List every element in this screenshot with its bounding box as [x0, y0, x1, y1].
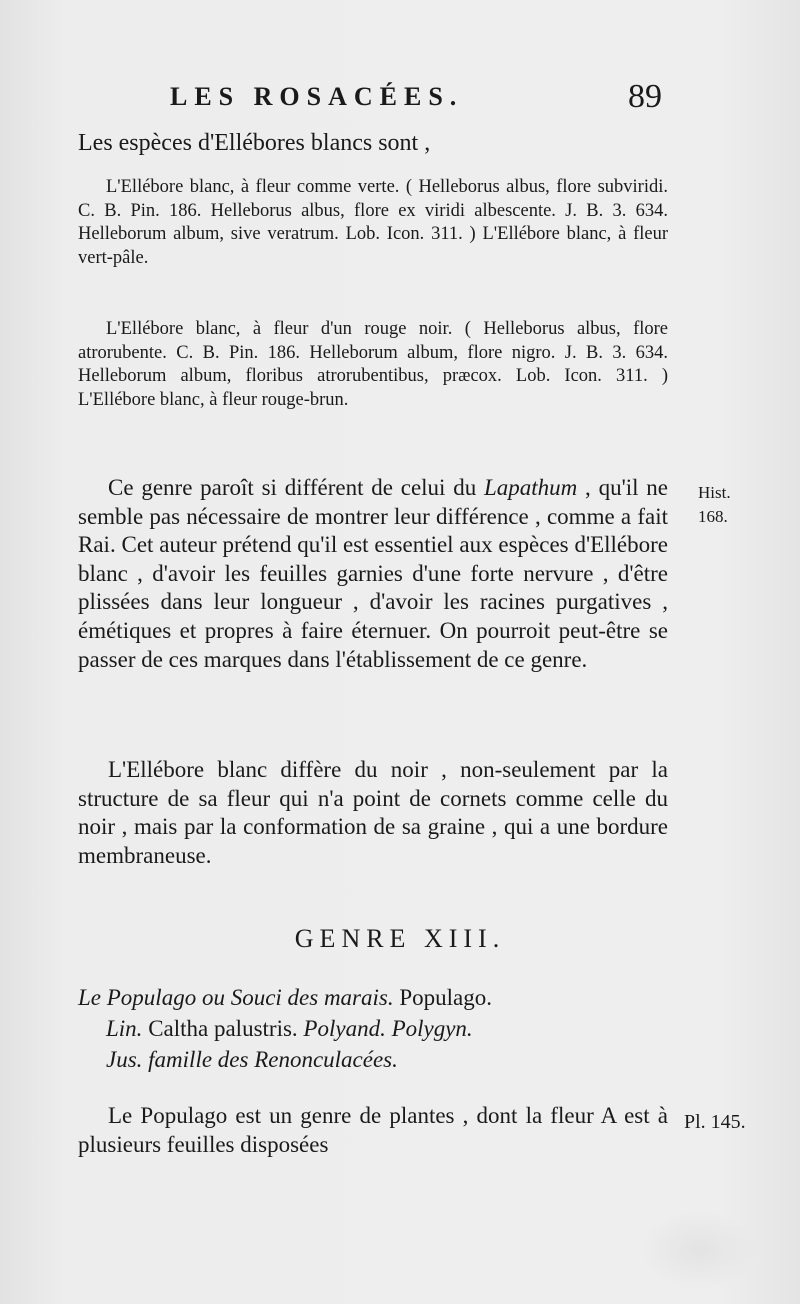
ink-bleed-stain — [640, 1210, 760, 1290]
paragraph-populago: Le Populago est un genre de plantes , dont la fleur A est à plusieurs feuilles disposées — [78, 1103, 668, 1157]
lin-text: Caltha palustris. — [142, 1016, 304, 1041]
page-header — [170, 78, 670, 118]
margin-note-plate: Pl. 145. — [684, 1111, 746, 1133]
genre-name-line — [78, 982, 668, 1013]
running-title: LES ROSACÉES. — [170, 82, 464, 111]
genre-linnaeus-line — [78, 1013, 668, 1044]
genre-jussieu-line: Jus. famille des Renonculacées. — [106, 1047, 398, 1072]
lin-abbrev: Lin. — [106, 1016, 143, 1041]
species-entry-1: L'Ellébore blanc, à fleur comme verte. ( Helleborus albus, flore subviridi. C. B. Pin. 186. Helleborus albus, flore ex viridi albescente. J. B. 3. 634. Helleborum album, sive veratrum. Lob. Icon. 311. ) L'Ellébore blanc, à fleur vert-pâle. — [78, 177, 668, 268]
paragraph-difference: L'Ellébore blanc diffère du noir , non-seulement par la structure de sa fleur qui n'a point de cornets comme celle du noir , mais par la conformation de sa graine , qui a une bordure membraneuse. — [78, 757, 668, 868]
genre-definition — [78, 982, 668, 1075]
genre-name-latin: Populago. — [393, 985, 492, 1010]
paragraph-text: Ce genre paroît si différent de celui du — [108, 475, 484, 500]
paragraph-genre-comparison — [78, 474, 668, 674]
margin-note-line: 168. — [698, 507, 728, 526]
species-entry-2: L'Ellébore blanc, à fleur d'un rouge noir. ( Helleborus albus, flore atrorubente. C. B. Pin. 186. Helleborum album, flore nigro. J. B. 3. 634. Helleborum album, floribus atrorubentibus, præcox. Lob. Icon. 311. ) L'Ellébore blanc, à fleur rouge-brun. — [78, 319, 668, 410]
italic-term: Lapathum — [483, 475, 578, 500]
margin-note-hist — [698, 481, 731, 529]
paragraph-text: , qu'il ne semble pas nécessaire de montrer leur différence , comme a fait Rai. Cet auteur prétend qu'il est essentiel aux espèces d'Ellébore blanc , d'avoir les feuilles garnies d'une forte nervure , d'être plissées dans leur longueur , d'avoir les racines purgatives , émétiques et propres à faire éternuer. On pourroit peut-être se passer de ces marques dans l'établissement de ce genre. — [78, 475, 668, 672]
margin-note-line: Hist. — [698, 483, 731, 502]
genre-heading: GENRE XIII. — [294, 924, 506, 953]
page-number: 89 — [628, 78, 662, 115]
species-intro: Les espèces d'Ellébores blancs sont , — [78, 130, 431, 156]
genre-name-italic: Le Populago ou Souci des marais. — [78, 985, 394, 1010]
lin-class: Polyand. Polygyn. — [303, 1016, 473, 1041]
